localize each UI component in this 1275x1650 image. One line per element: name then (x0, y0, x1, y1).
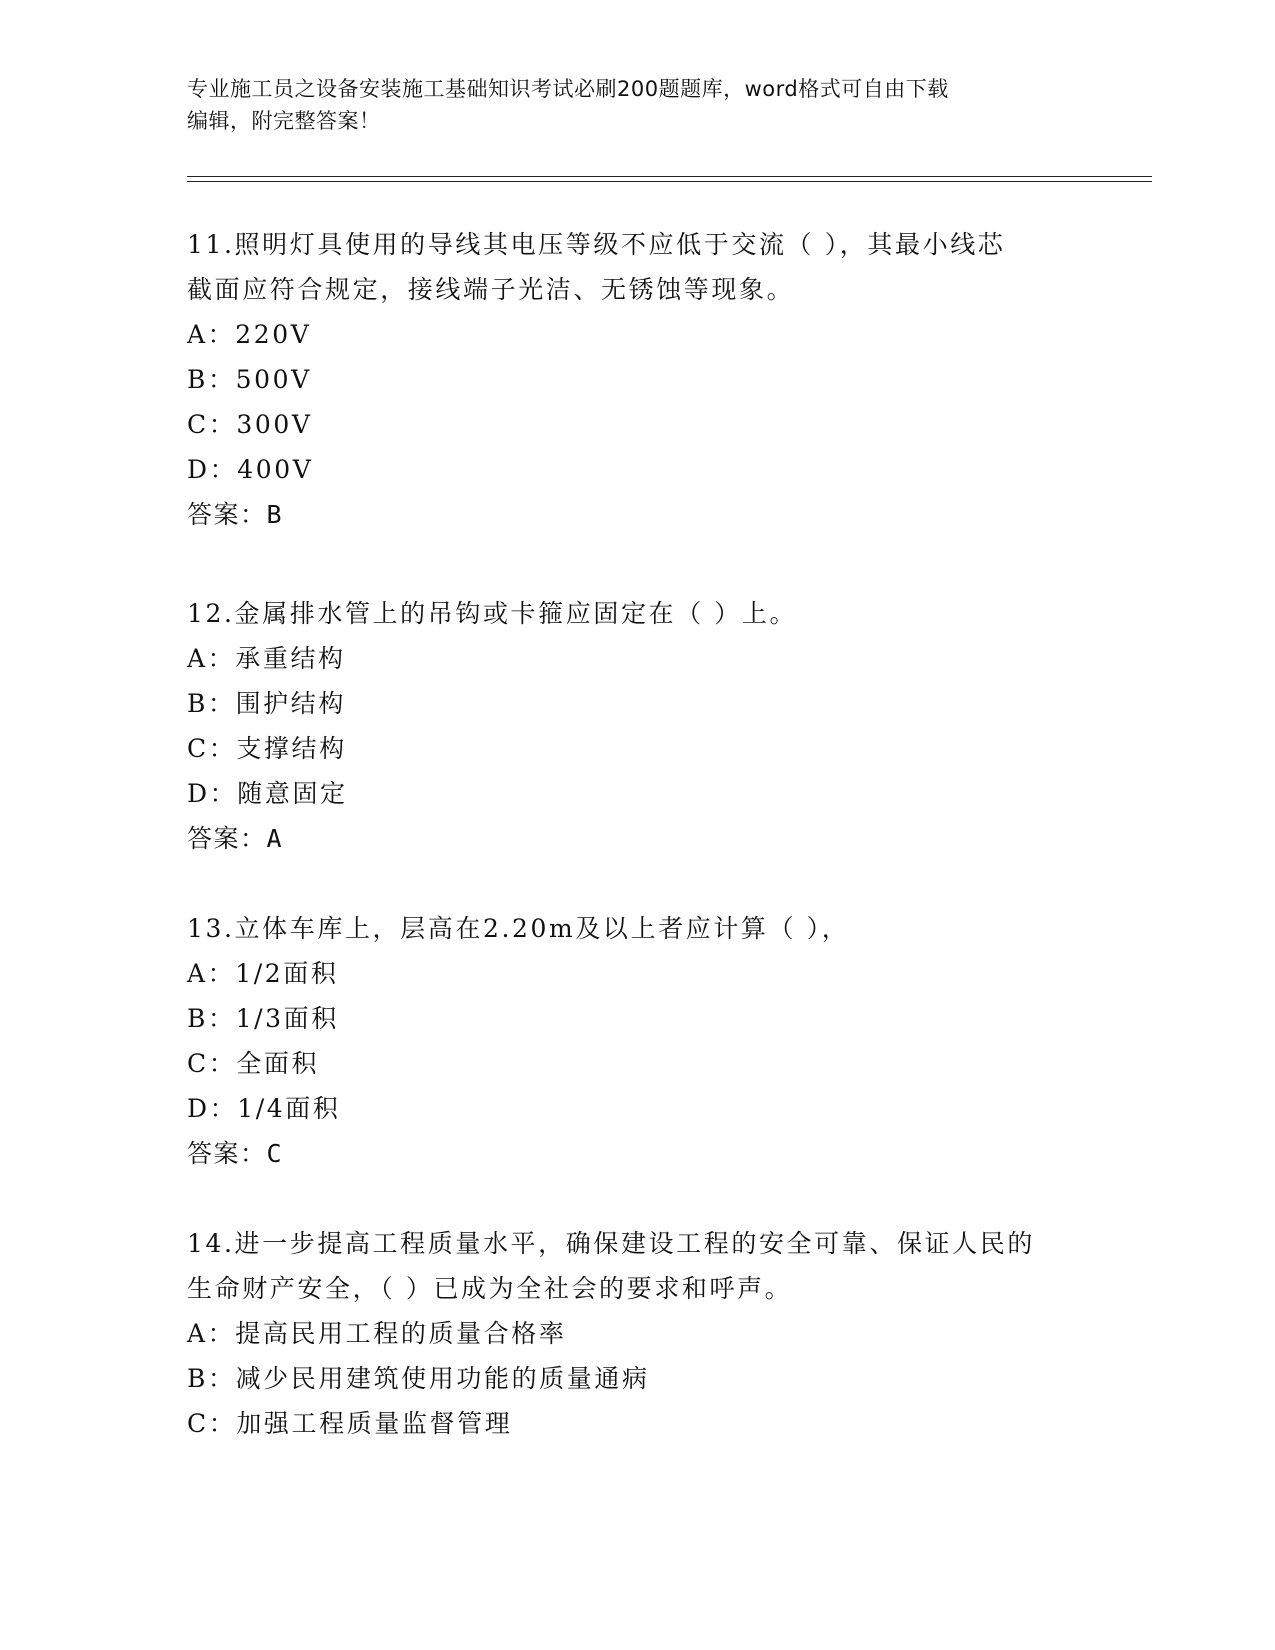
option-c: C：300V (187, 410, 313, 439)
answer-value: A (266, 824, 284, 853)
option-c: C：全面积 (187, 1049, 320, 1078)
answer-value: C (266, 1139, 284, 1168)
option-a: A：1/2面积 (187, 959, 339, 988)
option-a: A：承重结构 (187, 644, 346, 673)
question-14 (187, 1221, 1087, 1446)
answer-label: 答案： (187, 824, 267, 853)
answer-value: B (266, 500, 284, 529)
option-a: A：220V (187, 320, 312, 349)
answer-label: 答案： (187, 500, 267, 529)
header-line-1: 专业施工员之设备安装施工基础知识考试必刷200题题库，word格式可自由下载 (187, 77, 949, 101)
answer-line (187, 492, 1087, 537)
header-divider-bottom (187, 181, 1152, 182)
answer-line (187, 816, 1087, 861)
question-stem-line: 截面应符合规定，接线端子光洁、无锈蚀等现象。 (187, 275, 795, 304)
option-a: A：提高民用工程的质量合格率 (187, 1319, 567, 1348)
question-stem-line: 13.立体车库上，层高在2.20m及以上者应计算（ ）， (187, 914, 850, 943)
option-c: C：加强工程质量监督管理 (187, 1409, 513, 1438)
option-b: B：500V (187, 365, 312, 394)
question-stem-line: 11.照明灯具使用的导线其电压等级不应低于交流（ ），其最小线芯 (187, 230, 1006, 259)
question-stem-line: 14.进一步提高工程质量水平，确保建设工程的安全可靠、保证人民的 (187, 1229, 1035, 1258)
option-b: B：减少民用建筑使用功能的质量通病 (187, 1364, 650, 1393)
question-12 (187, 591, 1087, 861)
question-11 (187, 222, 1087, 537)
option-d: D：1/4面积 (187, 1094, 341, 1123)
question-13 (187, 906, 1087, 1176)
answer-label: 答案： (187, 1139, 267, 1168)
option-d: D：400V (187, 455, 314, 484)
header-divider-top (187, 176, 1152, 177)
question-stem-line: 生命财产安全，（ ）已成为全社会的要求和呼声。 (187, 1274, 793, 1303)
answer-line (187, 1131, 1087, 1176)
document-header (187, 73, 1087, 137)
question-stem-line: 12.金属排水管上的吊钩或卡箍应固定在（ ）上。 (187, 599, 798, 628)
option-d: D：随意固定 (187, 779, 348, 808)
header-line-2: 编辑，附完整答案！ (187, 109, 381, 133)
option-b: B：围护结构 (187, 689, 346, 718)
option-b: B：1/3面积 (187, 1004, 339, 1033)
option-c: C：支撑结构 (187, 734, 347, 763)
